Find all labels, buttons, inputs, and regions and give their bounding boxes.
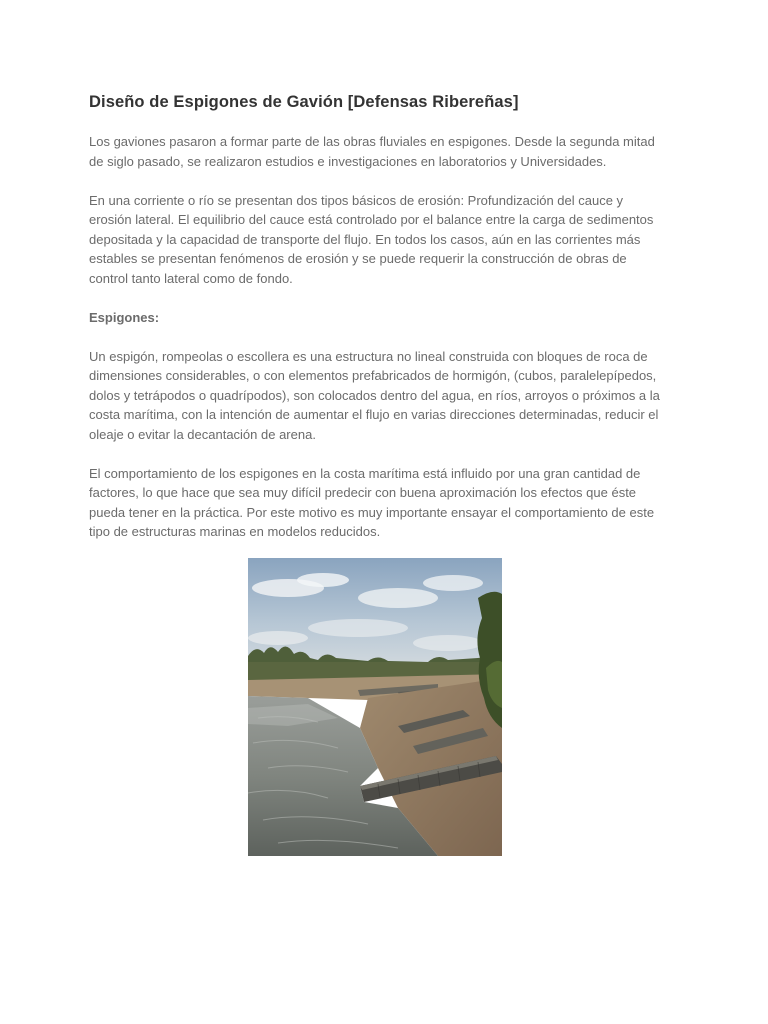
- paragraph-definition: Un espigón, rompeolas o escollera es una estructura no lineal construida con bloques de roca de dimensiones considerables, o con elementos prefabricados de hormigón, (cubos, paralelepípedos, dolos y tetrápodos o quadrípodos), son colocados dentro del agua, en ríos, arroyos o próximos a la costa marítima, con la intención de aumentar el flujo en varias direcciones determinadas, reducir el oleaje o evitar la decantación de arena.: [89, 348, 660, 442]
- paragraph-erosion: En una corriente o río se presentan dos tipos básicos de erosión: Profundización del cauce y erosión lateral. El equilibrio del cauce está controlado por el balance entre la carga de sedimentos depositada y la capacidad de transporte del flujo. En todos los casos, aún en las corrientes más estables se presentan fenómenos de erosión y se puede requerir la construcción de obras de control tanto lateral como de fondo.: [89, 192, 654, 286]
- page-title: Diseño de Espigones de Gavión [Defensas Ribereñas]: [89, 93, 519, 111]
- article: [89, 91, 664, 542]
- paragraph-behavior: El comportamiento de los espigones en la costa marítima está influido por una gran cantidad de factores, lo que hace que sea muy difícil predecir con buena aproximación los efectos que éste pueda tener en la práctica. Por este motivo es muy importante ensayar el comportamiento de este tipo de estructuras marinas en modelos reducidos.: [89, 465, 655, 539]
- paragraph-intro: Los gaviones pasaron a formar parte de las obras fluviales en espigones. Desde la segunda mitad de siglo pasado, se realizaron estudios e investigaciones en laboratorios y Universidades.: [89, 134, 655, 169]
- river-gabion-photo: [248, 558, 502, 856]
- section-heading-espigones: Espigones:: [89, 309, 160, 325]
